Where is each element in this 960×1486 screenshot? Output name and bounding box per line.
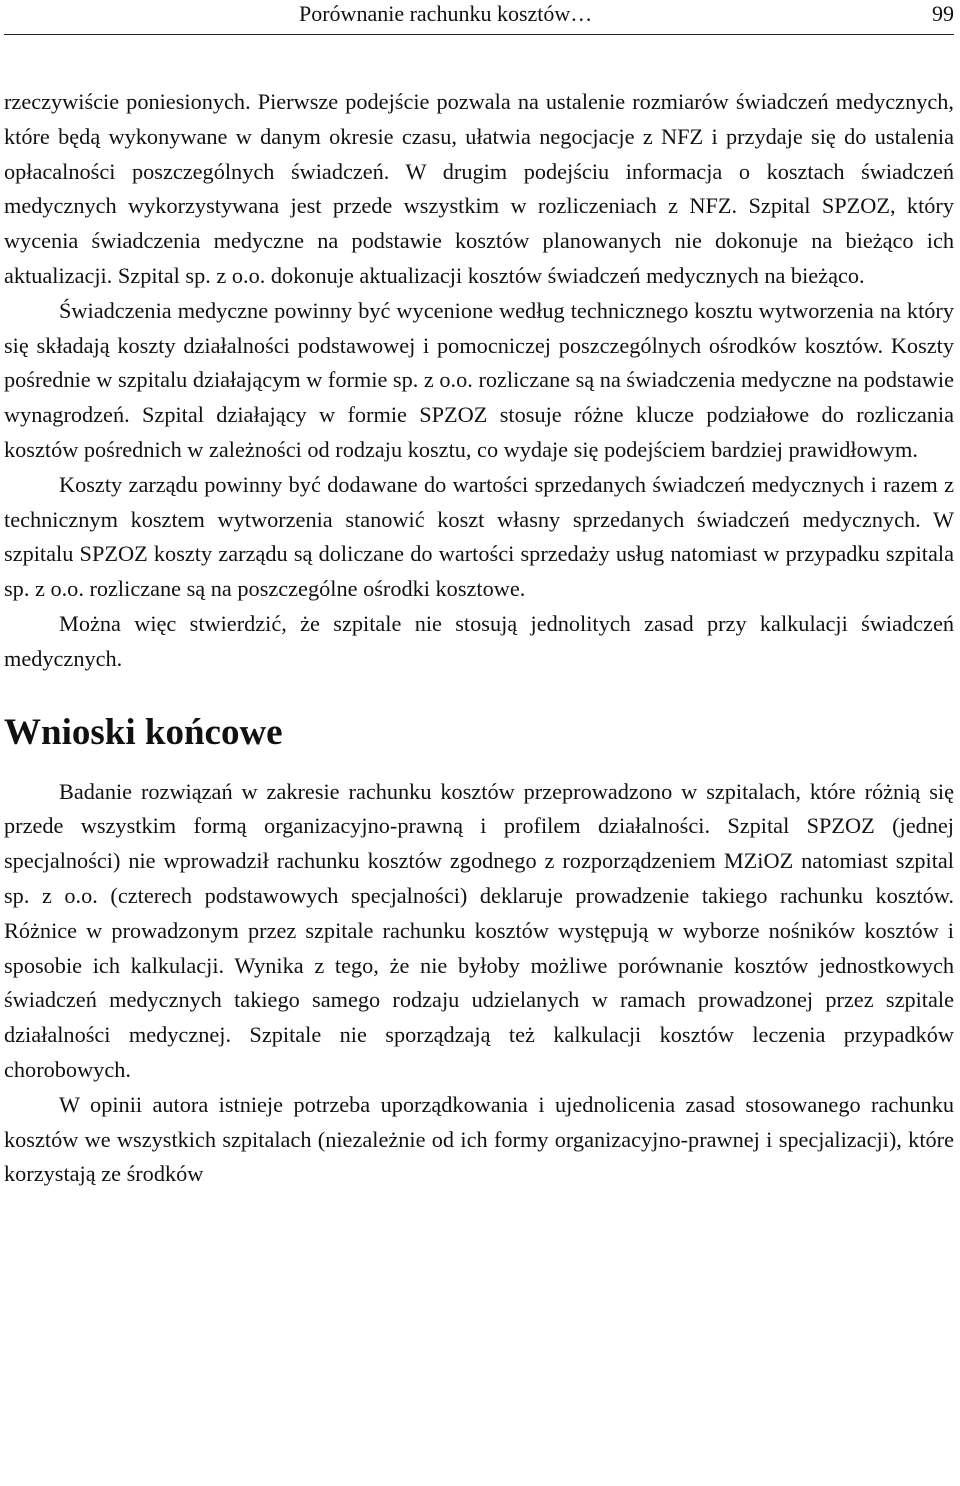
paragraph: W opinii autora istnieje potrzeba uporządkowania i ujednolicenia zasad stosowanego rachunku kosztów we wszystkich szpitalach (niezależnie od ich formy organizacyjno-prawnej i specjalizacji), które korzystają ze środków <box>4 1091 954 1187</box>
paragraph: Badanie rozwiązań w zakresie rachunku kosztów przeprowadzono w szpitalach, które różnią się przede wszystkim formą organizacyjno-prawną i profilem działalności. Szpital SPZOZ (jednej specjalności) nie wprowadził rachunku kosztów zgodnego z rozporządzeniem MZiOZ natomiast szpital sp. z o.o. (czterech podstawowych specjalności) deklaruje prowadzenie takiego rachunku kosztów. Różnice w prowadzonym przez szpitale rachunku kosztów występują w wyborze nośników kosztów i sposobie ich kalkulacji. Wynika z tego, że nie byłoby możliwe porównanie kosztów jednostkowych świadczeń medycznych takiego samego rodzaju udzielanych w ramach prowadzonej przez szpitale działalności medycznej. Szpitale nie sporządzają też kalkulacji kosztów leczenia przypadków chorobowych. <box>4 778 954 1082</box>
body-text <box>4 85 954 1192</box>
paragraph: Można więc stwierdzić, że szpitale nie stosują jednolitych zasad przy kalkulacji świadczeń medycznych. <box>4 610 954 671</box>
page-number: 99 <box>932 1 954 26</box>
section-heading: Wnioski końcowe <box>4 711 283 753</box>
document-page <box>4 0 954 1486</box>
running-header <box>4 0 954 35</box>
running-header-title: Porównanie rachunku kosztów… <box>299 1 593 26</box>
paragraph: rzeczywiście poniesionych. Pierwsze podejście pozwala na ustalenie rozmiarów świadczeń medycznych, które będą wykonywane w danym okresie czasu, ułatwia negocjacje z NFZ i przydaje się do ustalenia opłacalności poszczególnych świadczeń. W drugim podejściu informacja o kosztach świadczeń medycznych wykorzystywana jest przede wszystkim w rozliczeniach z NFZ. Szpital SPZOZ, który wycenia świadczenia medyczne na podstawie kosztów planowanych nie dokonuje na bieżąco ich aktualizacji. Szpital sp. z o.o. dokonuje aktualizacji kosztów świadczeń medycznych na bieżąco. <box>4 89 954 288</box>
paragraph: Koszty zarządu powinny być dodawane do wartości sprzedanych świadczeń medycznych i razem z technicznym kosztem wytworzenia stanowić koszt własny sprzedanych świadczeń medycznych. W szpitalu SPZOZ koszty zarządu są doliczane do wartości sprzedaży usług natomiast w przypadku szpitala sp. z o.o. rozliczane są na poszczególne ośrodki kosztowe. <box>4 471 954 602</box>
paragraph: Świadczenia medyczne powinny być wycenione według technicznego kosztu wytworzenia na który się składają koszty działalności podstawowej i pomocniczej poszczególnych ośrodków kosztów. Koszty pośrednie w szpitalu działającym w formie sp. z o.o. rozliczane są na świadczenia medyczne na podstawie wynagrodzeń. Szpital działający w formie SPZOZ stosuje różne klucze podziałowe do rozliczania kosztów pośrednich w zależności od rodzaju kosztu, co wydaje się podejściem bardziej prawidłowym. <box>4 297 954 462</box>
